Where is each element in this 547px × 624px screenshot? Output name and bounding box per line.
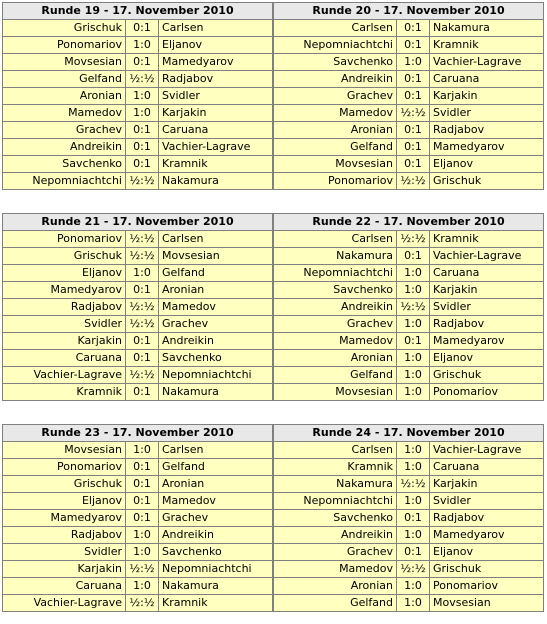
game-result: 0:1 [126,350,159,367]
game-result: ½:½ [126,299,159,316]
black-player: Nepomniachtchi [159,561,273,578]
black-player: Movsesian [159,248,273,265]
round-table [2,213,273,401]
white-player: Eljanov [3,493,126,510]
black-player: Eljanov [430,350,544,367]
white-player: Grischuk [3,248,126,265]
black-player: Vachier-Lagrave [159,139,273,156]
black-player: Carlsen [159,20,273,37]
game-row [3,333,273,350]
black-player: Vachier-Lagrave [430,248,544,265]
white-player: Andreikin [274,71,397,88]
black-player: Savchenko [159,350,273,367]
game-row [3,173,273,190]
black-player: Grischuk [430,561,544,578]
round-table [273,213,544,401]
game-result: 0:1 [397,71,430,88]
game-row [3,595,273,612]
white-player: Carlsen [274,442,397,459]
white-player: Vachier-Lagrave [3,595,126,612]
black-player: Caruana [159,122,273,139]
white-player: Karjakin [3,561,126,578]
black-player: Eljanov [430,156,544,173]
game-result: ½:½ [126,595,159,612]
game-result: 0:1 [397,248,430,265]
game-row [274,122,544,139]
white-player: Grachev [274,88,397,105]
black-player: Karjakin [430,282,544,299]
white-player: Ponomariov [3,459,126,476]
game-row [274,37,544,54]
game-row [3,578,273,595]
game-result: 1:0 [126,527,159,544]
white-player: Carlsen [274,231,397,248]
game-row [3,442,273,459]
game-result: ½:½ [397,299,430,316]
white-player: Grachev [274,316,397,333]
black-player: Movsesian [430,595,544,612]
black-player: Andreikin [159,527,273,544]
black-player: Grachev [159,316,273,333]
game-result: ½:½ [126,231,159,248]
game-row [274,231,544,248]
white-player: Ponomariov [3,231,126,248]
black-player: Grischuk [430,173,544,190]
white-player: Savchenko [274,54,397,71]
white-player: Carlsen [274,20,397,37]
game-result: ½:½ [397,173,430,190]
game-result: 0:1 [126,510,159,527]
game-result: 0:1 [397,333,430,350]
game-row [274,248,544,265]
game-result: 0:1 [126,54,159,71]
game-result: 1:0 [397,595,430,612]
black-player: Andreikin [159,333,273,350]
white-player: Kramnik [274,459,397,476]
game-row [274,367,544,384]
game-row [274,156,544,173]
game-result: ½:½ [126,248,159,265]
black-player: Mamedyarov [159,54,273,71]
game-result: ½:½ [397,476,430,493]
black-player: Svidler [430,493,544,510]
black-player: Kramnik [430,231,544,248]
game-row [3,316,273,333]
white-player: Nepomniachtchi [274,493,397,510]
black-player: Mamedov [159,493,273,510]
game-result: 1:0 [397,578,430,595]
game-row [274,88,544,105]
game-row [274,139,544,156]
game-row [3,37,273,54]
black-player: Karjakin [430,476,544,493]
white-player: Savchenko [3,156,126,173]
black-player: Kramnik [159,595,273,612]
black-player: Vachier-Lagrave [430,442,544,459]
white-player: Savchenko [274,282,397,299]
white-player: Grischuk [3,476,126,493]
black-player: Mamedyarov [430,139,544,156]
white-player: Grischuk [3,20,126,37]
white-player: Mamedov [3,105,126,122]
white-player: Mamedyarov [3,510,126,527]
game-result: 1:0 [397,459,430,476]
game-result: 1:0 [126,105,159,122]
game-row [3,54,273,71]
game-row [3,156,273,173]
white-player: Mamedov [274,561,397,578]
game-row [274,282,544,299]
game-row [274,510,544,527]
white-player: Aronian [274,578,397,595]
black-player: Grachev [159,510,273,527]
black-player: Savchenko [159,544,273,561]
game-row [274,561,544,578]
game-result: 0:1 [126,156,159,173]
black-player: Caruana [430,265,544,282]
white-player: Grachev [3,122,126,139]
black-player: Nakamura [159,384,273,401]
game-row [3,20,273,37]
white-player: Movsesian [3,54,126,71]
game-row [274,299,544,316]
white-player: Karjakin [3,333,126,350]
game-result: ½:½ [397,231,430,248]
game-row [3,231,273,248]
game-row [3,282,273,299]
black-player: Aronian [159,282,273,299]
game-result: 0:1 [397,510,430,527]
black-player: Caruana [430,459,544,476]
game-result: 1:0 [397,350,430,367]
game-row [274,105,544,122]
game-row [274,384,544,401]
game-row [274,527,544,544]
game-row [3,510,273,527]
game-result: ½:½ [126,173,159,190]
white-player: Gelfand [274,139,397,156]
round-title: Runde 20 - 17. November 2010 [274,3,544,20]
game-result: ½:½ [397,561,430,578]
white-player: Mamedyarov [3,282,126,299]
white-player: Radjabov [3,299,126,316]
black-player: Radjabov [430,510,544,527]
game-result: 0:1 [397,37,430,54]
white-player: Caruana [3,578,126,595]
game-row [3,248,273,265]
black-player: Karjakin [430,88,544,105]
game-row [3,544,273,561]
game-result: 1:0 [397,442,430,459]
game-row [274,442,544,459]
black-player: Radjabov [159,71,273,88]
game-result: 0:1 [126,139,159,156]
game-row [274,459,544,476]
black-player: Kramnik [159,156,273,173]
black-player: Grischuk [430,367,544,384]
white-player: Gelfand [274,367,397,384]
black-player: Eljanov [159,37,273,54]
game-result: 0:1 [126,493,159,510]
game-result: 0:1 [397,156,430,173]
game-result: 1:0 [126,88,159,105]
white-player: Nepomniachtchi [3,173,126,190]
round-table [2,2,273,190]
black-player: Nakamura [159,578,273,595]
black-player: Svidler [430,105,544,122]
game-result: 0:1 [126,384,159,401]
game-row [274,265,544,282]
game-row [3,122,273,139]
game-result: ½:½ [126,561,159,578]
white-player: Mamedov [274,333,397,350]
game-row [3,367,273,384]
game-result: 0:1 [126,333,159,350]
game-result: 1:0 [397,265,430,282]
white-player: Andreikin [3,139,126,156]
game-row [274,476,544,493]
black-player: Aronian [159,476,273,493]
white-player: Nakamura [274,476,397,493]
game-row [274,544,544,561]
black-player: Mamedov [159,299,273,316]
round-title: Runde 24 - 17. November 2010 [274,425,544,442]
black-player: Carlsen [159,231,273,248]
game-result: 0:1 [126,122,159,139]
white-player: Andreikin [274,299,397,316]
white-player: Aronian [274,350,397,367]
white-player: Gelfand [274,595,397,612]
game-result: 1:0 [397,527,430,544]
white-player: Nakamura [274,248,397,265]
game-result: 0:1 [126,20,159,37]
game-row [274,595,544,612]
white-player: Nepomniachtchi [274,265,397,282]
round-table [273,424,544,612]
black-player: Gelfand [159,459,273,476]
black-player: Mamedyarov [430,333,544,350]
white-player: Vachier-Lagrave [3,367,126,384]
game-result: 0:1 [397,20,430,37]
white-player: Savchenko [274,510,397,527]
black-player: Karjakin [159,105,273,122]
white-player: Kramnik [3,384,126,401]
game-row [274,20,544,37]
game-result: 1:0 [126,578,159,595]
game-result: 1:0 [397,384,430,401]
game-result: 1:0 [397,316,430,333]
round-title: Runde 21 - 17. November 2010 [3,214,273,231]
round-title: Runde 23 - 17. November 2010 [3,425,273,442]
white-player: Ponomariov [274,173,397,190]
white-player: Gelfand [3,71,126,88]
game-row [274,333,544,350]
black-player: Carlsen [159,442,273,459]
black-player: Nakamura [159,173,273,190]
game-row [274,54,544,71]
round-table [273,2,544,190]
game-row [3,459,273,476]
black-player: Ponomariov [430,578,544,595]
game-row [3,88,273,105]
game-row [274,350,544,367]
white-player: Svidler [3,316,126,333]
game-result: 1:0 [126,544,159,561]
round-title: Runde 22 - 17. November 2010 [274,214,544,231]
game-result: 1:0 [126,37,159,54]
round-title: Runde 19 - 17. November 2010 [3,3,273,20]
game-result: 0:1 [397,122,430,139]
game-row [3,299,273,316]
black-player: Caruana [430,71,544,88]
game-row [3,265,273,282]
black-player: Nakamura [430,20,544,37]
game-result: 1:0 [126,265,159,282]
game-result: ½:½ [397,105,430,122]
white-player: Aronian [274,122,397,139]
white-player: Eljanov [3,265,126,282]
game-result: 1:0 [397,54,430,71]
game-result: 1:0 [397,367,430,384]
white-player: Radjabov [3,527,126,544]
white-player: Movsesian [274,156,397,173]
game-result: 1:0 [126,442,159,459]
game-row [3,71,273,88]
game-result: ½:½ [126,367,159,384]
game-row [3,350,273,367]
round-table [2,424,273,612]
white-player: Svidler [3,544,126,561]
black-player: Ponomariov [430,384,544,401]
game-row [3,527,273,544]
game-row [3,493,273,510]
black-player: Kramnik [430,37,544,54]
game-result: 0:1 [397,139,430,156]
white-player: Nepomniachtchi [274,37,397,54]
black-player: Radjabov [430,316,544,333]
black-player: Nepomniachtchi [159,367,273,384]
game-result: 1:0 [397,493,430,510]
black-player: Svidler [430,299,544,316]
black-player: Mamedyarov [430,527,544,544]
game-result: 0:1 [126,476,159,493]
black-player: Eljanov [430,544,544,561]
game-result: ½:½ [126,316,159,333]
game-result: ½:½ [126,71,159,88]
game-row [3,139,273,156]
white-player: Aronian [3,88,126,105]
game-result: 0:1 [397,88,430,105]
black-player: Vachier-Lagrave [430,54,544,71]
game-row [3,476,273,493]
white-player: Movsesian [274,384,397,401]
game-row [3,105,273,122]
white-player: Ponomariov [3,37,126,54]
black-player: Radjabov [430,122,544,139]
game-row [274,578,544,595]
white-player: Mamedov [274,105,397,122]
white-player: Caruana [3,350,126,367]
white-player: Andreikin [274,527,397,544]
game-result: 0:1 [126,459,159,476]
game-row [274,316,544,333]
game-result: 0:1 [126,282,159,299]
black-player: Gelfand [159,265,273,282]
game-row [274,71,544,88]
game-row [274,493,544,510]
white-player: Grachev [274,544,397,561]
game-row [3,561,273,578]
game-row [274,173,544,190]
white-player: Movsesian [3,442,126,459]
black-player: Svidler [159,88,273,105]
game-row [3,384,273,401]
game-result: 0:1 [397,544,430,561]
game-result: 1:0 [397,282,430,299]
